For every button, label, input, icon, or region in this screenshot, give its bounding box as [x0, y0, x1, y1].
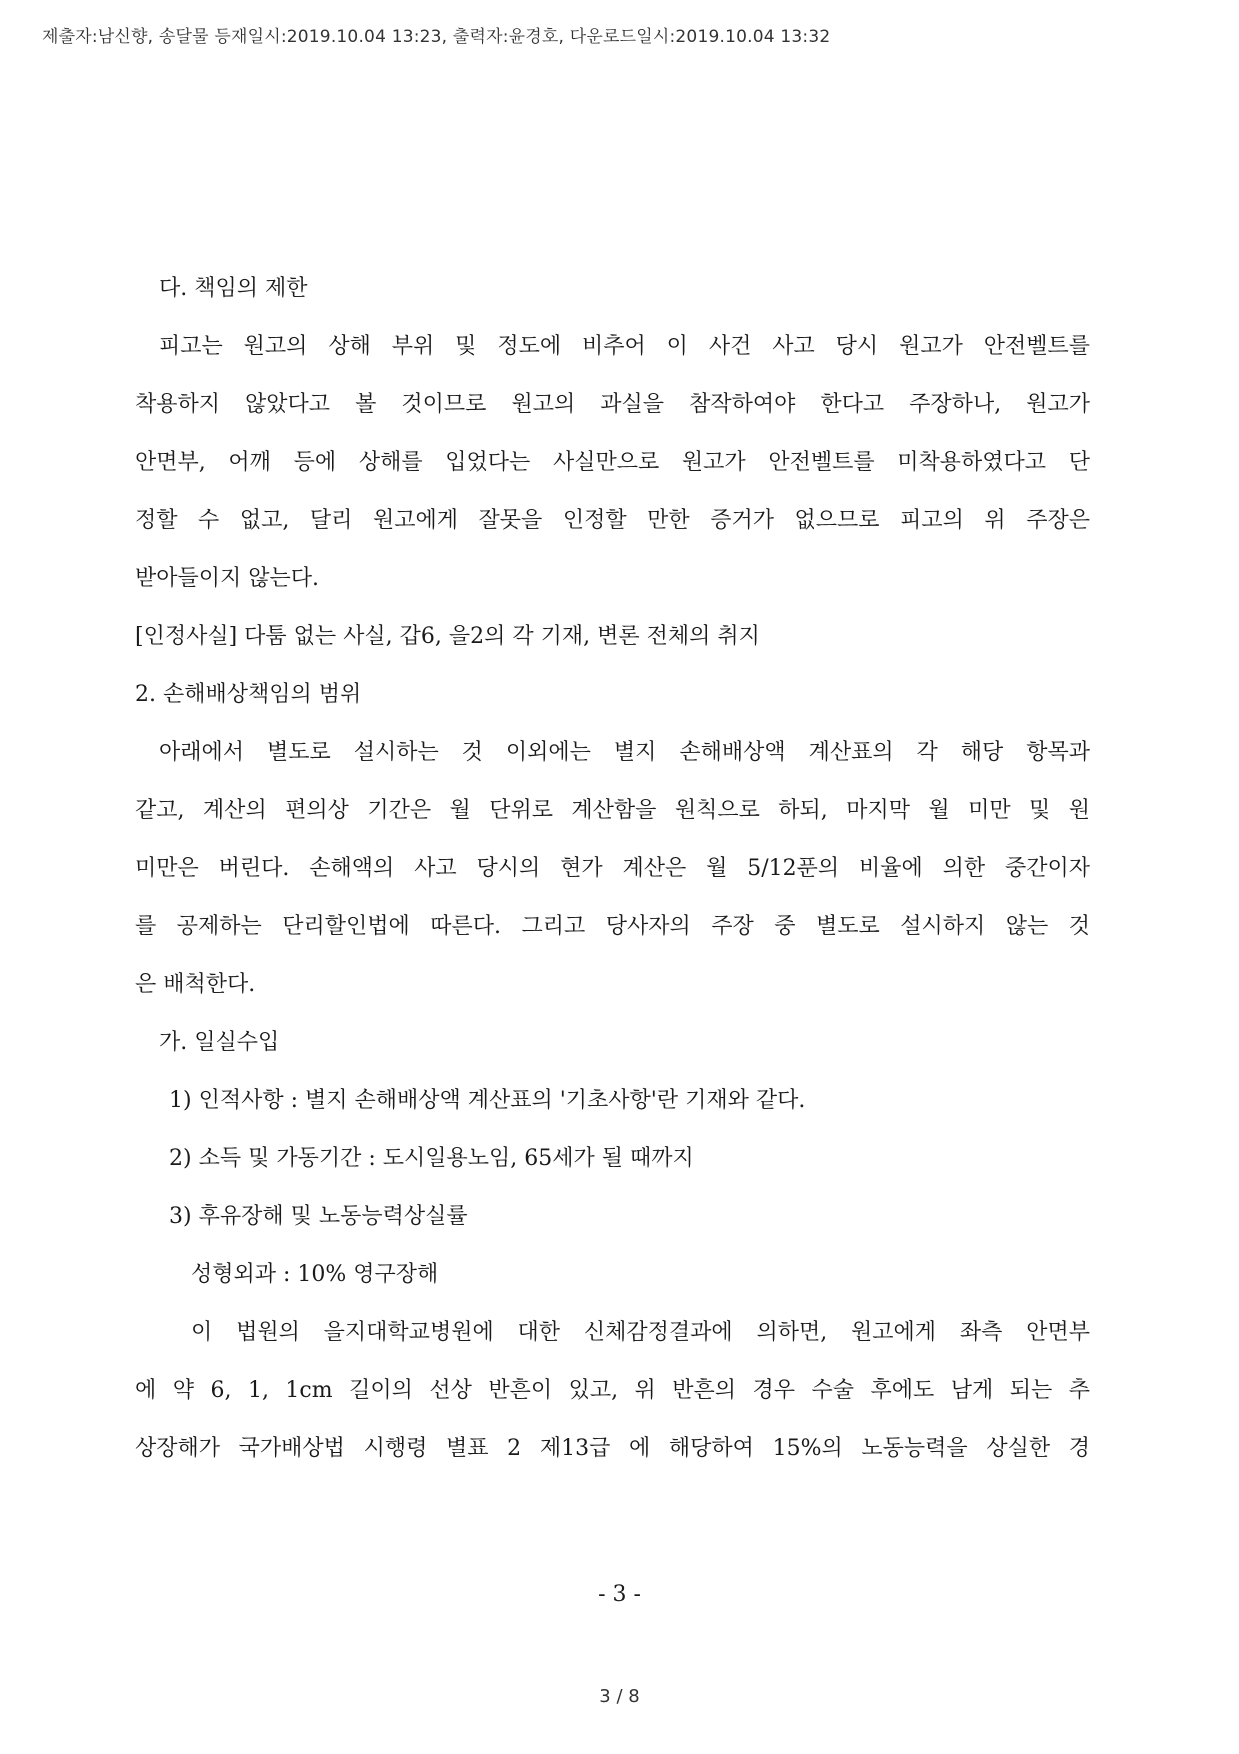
- paragraph-line: 상장해가 국가배상법 시행령 별표 2 제13급 에 해당하여 15%의 노동능력을 상실한 경: [135, 1436, 1090, 1461]
- paragraph-line: 받아들이지 않는다.: [135, 566, 320, 591]
- paragraph-line: 착용하지 않았다고 볼 것이므로 원고의 과실을 참작하여야 한다고 주장하나, 원고가: [135, 392, 1090, 417]
- paragraph-line: 미만은 버린다. 손해액의 사고 당시의 현가 계산은 월 5/12푼의 비율에 의한 중간이자: [135, 856, 1090, 881]
- paragraph-line: 안면부, 어깨 등에 상해를 입었다는 사실만으로 원고가 안전벨트를 미착용하였다고 단: [135, 450, 1090, 475]
- paragraph-line: 정할 수 없고, 달리 원고에게 잘못을 인정할 만한 증거가 없으므로 피고의 위 주장은: [135, 508, 1090, 533]
- list-item: 2) 소득 및 가동기간 : 도시일용노임, 65세가 될 때까지: [169, 1146, 694, 1171]
- paragraph-line: 피고는 원고의 상해 부위 및 정도에 비추어 이 사건 사고 당시 원고가 안전벨트를: [159, 334, 1090, 359]
- paragraph-line: 를 공제하는 단리할인법에 따른다. 그리고 당사자의 주장 중 별도로 설시하지 않는 것: [135, 914, 1090, 939]
- section-heading: 다. 책임의 제한: [159, 276, 308, 301]
- list-item: 1) 인적사항 : 별지 손해배상액 계산표의 '기초사항'란 기재와 같다.: [169, 1088, 806, 1113]
- subsection-heading: 가. 일실수입: [159, 1030, 280, 1055]
- document-metadata-header: 제출자:남신향, 송달물 등재일시:2019.10.04 13:23, 출력자:윤경호, 다운로드일시:2019.10.04 13:32: [42, 27, 831, 47]
- evidence-line: [인정사실] 다툼 없는 사실, 갑6, 을2의 각 기재, 변론 전체의 취지: [135, 624, 760, 649]
- paragraph-line: 같고, 계산의 편의상 기간은 월 단위로 계산함을 원칙으로 하되, 마지막 월 미만 및 원: [135, 798, 1090, 823]
- paragraph-line: 에 약 6, 1, 1cm 길이의 선상 반흔이 있고, 위 반흔의 경우 수술 후에도 남게 되는 추: [135, 1378, 1090, 1403]
- page-number: - 3 -: [598, 1582, 641, 1607]
- paragraph-line: 아래에서 별도로 설시하는 것 이외에는 별지 손해배상액 계산표의 각 해당 항목과: [159, 740, 1090, 765]
- section-heading: 2. 손해배상책임의 범위: [135, 682, 362, 707]
- list-item: 3) 후유장해 및 노동능력상실률: [169, 1204, 468, 1229]
- paragraph-line: 이 법원의 을지대학교병원에 대한 신체감정결과에 의하면, 원고에게 좌측 안면부: [191, 1320, 1090, 1345]
- page-count: 3 / 8: [599, 1686, 640, 1707]
- paragraph-line: 은 배척한다.: [135, 972, 256, 997]
- list-detail: 성형외과 : 10% 영구장해: [191, 1262, 439, 1287]
